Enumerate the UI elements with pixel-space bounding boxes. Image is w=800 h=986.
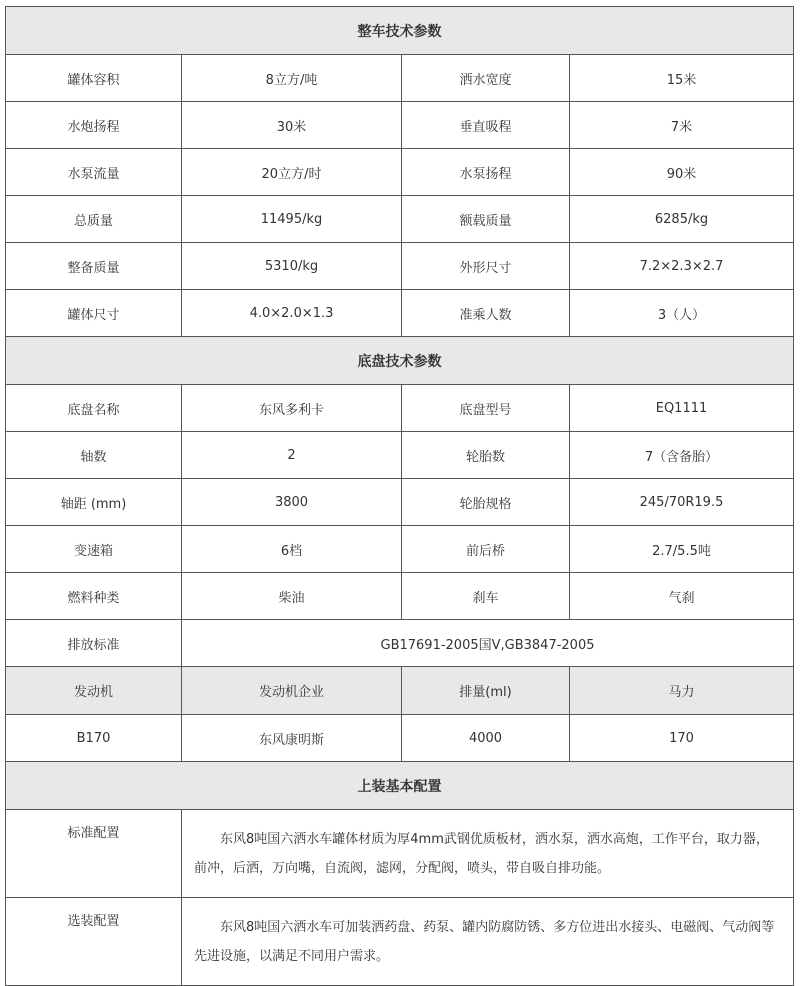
standard-config-row: [6, 810, 794, 898]
table-row: [6, 432, 794, 479]
engine-value: 4000: [402, 715, 570, 762]
table-row: [6, 102, 794, 149]
param-label: 轮胎数: [402, 432, 570, 479]
param-label: 排放标准: [6, 620, 182, 667]
param-label: 总质量: [6, 196, 182, 243]
config-text: 东风8吨国六洒水车罐体材质为厚4mm武钢优质板材，洒水泵，洒水高炮，工作平台，取力器，前冲，后洒，万向嘴，自流阀，滤网，分配阀，喷头，带自吸自排功能。: [194, 831, 769, 876]
section-header-chassis: [6, 337, 794, 385]
param-value: 3（人）: [570, 290, 794, 337]
section-title: 上装基本配置: [6, 762, 794, 810]
param-value: 柴油: [182, 573, 402, 620]
param-value: 90米: [570, 149, 794, 196]
engine-header: 发动机企业: [182, 667, 402, 715]
table-row: [6, 149, 794, 196]
param-label: 罐体容积: [6, 55, 182, 102]
param-value: EQ1111: [570, 385, 794, 432]
param-label: 垂直吸程: [402, 102, 570, 149]
param-label: 整备质量: [6, 243, 182, 290]
param-value: 30米: [182, 102, 402, 149]
emission-value: GB17691-2005国Ⅴ,GB3847-2005: [182, 620, 794, 667]
config-text: 东风8吨国六洒水车可加装洒药盘、药泵、罐内防腐防锈、多方位进出水接头、电磁阀、气动阀等先进设施，以满足不同用户需求。: [194, 919, 775, 964]
param-label: 轴数: [6, 432, 182, 479]
section-header-vehicle: [6, 7, 794, 55]
param-value: 5310/kg: [182, 243, 402, 290]
emission-row: [6, 620, 794, 667]
table-row: [6, 479, 794, 526]
param-label: 水泵扬程: [402, 149, 570, 196]
param-value: 2.7/5.5吨: [570, 526, 794, 573]
engine-value-row: [6, 715, 794, 762]
param-label: 水炮扬程: [6, 102, 182, 149]
engine-value: B170: [6, 715, 182, 762]
param-label: 燃料种类: [6, 573, 182, 620]
section-title: 整车技术参数: [6, 7, 794, 55]
config-text-cell: [182, 810, 794, 898]
param-value: 2: [182, 432, 402, 479]
config-text-cell: [182, 898, 794, 986]
param-label: 准乘人数: [402, 290, 570, 337]
engine-header-row: [6, 667, 794, 715]
param-value: 20立方/时: [182, 149, 402, 196]
engine-value: 东风康明斯: [182, 715, 402, 762]
param-value: 7（含备胎）: [570, 432, 794, 479]
optional-config-row: [6, 898, 794, 986]
param-label: 外形尺寸: [402, 243, 570, 290]
param-label: 刹车: [402, 573, 570, 620]
param-value: 6档: [182, 526, 402, 573]
engine-value: 170: [570, 715, 794, 762]
param-value: 7米: [570, 102, 794, 149]
param-value: 3800: [182, 479, 402, 526]
param-value: 245/70R19.5: [570, 479, 794, 526]
param-label: 变速箱: [6, 526, 182, 573]
param-label: 底盘型号: [402, 385, 570, 432]
param-value: 8立方/吨: [182, 55, 402, 102]
spec-table: [5, 6, 794, 986]
table-row: [6, 55, 794, 102]
param-value: 6285/kg: [570, 196, 794, 243]
config-label: 选装配置: [6, 898, 182, 986]
engine-header: 马力: [570, 667, 794, 715]
param-label: 前后桥: [402, 526, 570, 573]
table-row: [6, 385, 794, 432]
table-row: [6, 196, 794, 243]
param-label: 轮胎规格: [402, 479, 570, 526]
param-label: 额载质量: [402, 196, 570, 243]
section-header-upper: [6, 762, 794, 810]
param-value: 气刹: [570, 573, 794, 620]
param-label: 罐体尺寸: [6, 290, 182, 337]
param-value: 15米: [570, 55, 794, 102]
table-row: [6, 243, 794, 290]
config-label: 标准配置: [6, 810, 182, 898]
table-row: [6, 290, 794, 337]
param-value: 7.2×2.3×2.7: [570, 243, 794, 290]
param-value: 11495/kg: [182, 196, 402, 243]
table-row: [6, 573, 794, 620]
param-value: 4.0×2.0×1.3: [182, 290, 402, 337]
engine-header: 排量(ml): [402, 667, 570, 715]
param-label: 底盘名称: [6, 385, 182, 432]
engine-header: 发动机: [6, 667, 182, 715]
param-label: 轴距 (mm): [6, 479, 182, 526]
table-row: [6, 526, 794, 573]
param-label: 洒水宽度: [402, 55, 570, 102]
param-label: 水泵流量: [6, 149, 182, 196]
section-title: 底盘技术参数: [6, 337, 794, 385]
param-value: 东风多利卡: [182, 385, 402, 432]
